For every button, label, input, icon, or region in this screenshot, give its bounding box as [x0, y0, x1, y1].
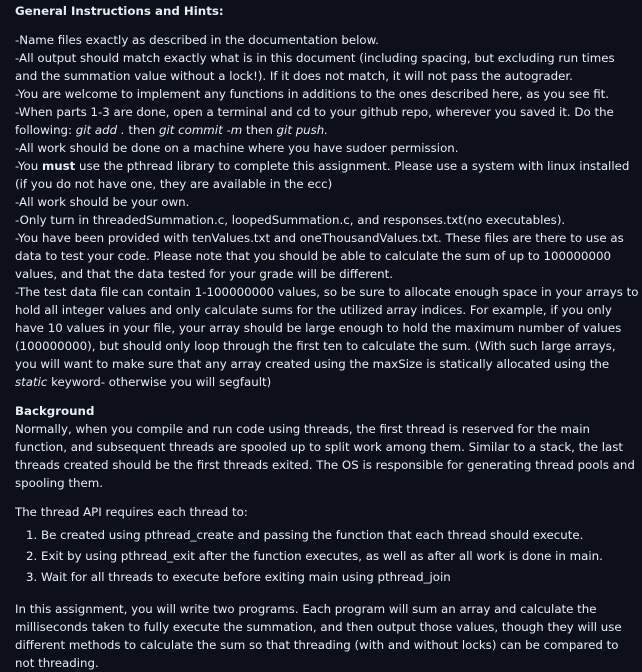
instruction-static-pre: -The test data file can contain 1-100000000 values, so be sure to allocate enough space in your arrays to hold all integer values and only calculate sums for the utilized array indices. For example, if you only have 10 values in your file, your array should be large enough to hold the maximum number of values (100000000), but should only loop through the first ten to calculate the sum. (With such large arrays, you will want to make sure that any array created using the maxSize is statically allocated using the — [15, 285, 639, 371]
instruction-pthread-pre: -You — [15, 159, 42, 173]
instruction-item-git — [15, 103, 639, 139]
background-heading: Background — [15, 404, 95, 418]
git-commit-command: git commit -m — [158, 123, 243, 137]
instruction-item: -You are welcome to implement any functions in additions to the ones described here, as you see fit. — [15, 87, 610, 101]
thread-api-step: 3. Wait for all threads to execute before exiting main using pthread_join — [41, 569, 639, 586]
instruction-git-pre: -When parts 1-3 are done, open a terminal and cd to your github repo, wherever you saved it. Do the following: — [15, 105, 614, 137]
git-push-command: git push. — [276, 123, 329, 137]
general-instructions-heading: General Instructions and Hints: — [15, 4, 224, 18]
thread-api-step: 1. Be created using pthread_create and passing the function that each thread should execute. — [41, 527, 639, 544]
instruction-item: -Name files exactly as described in the documentation below. — [15, 33, 379, 47]
assignment-paragraph: In this assignment, you will write two programs. Each program will sum an array and calculate the milliseconds taken to fully execute the summation, and then output those values, though they will use different methods to calculate the sum so that threading (with and without locks) can be compared to not threading. — [15, 602, 622, 670]
instructions-list — [15, 31, 639, 391]
instruction-item: -All work should be your own. — [15, 195, 190, 209]
instruction-item: -All output should match exactly what is in this document (including spacing, but excluding run times and the summation value without a lock!). If it does not match, it will not pass the autograder. — [15, 51, 615, 83]
background-paragraph: Normally, when you compile and run code using threads, the first thread is reserved for the main function, and subsequent threads are spooled up to split work among them. Similar to a stack, the last threads created should be the first threads exited. The OS is responsible for generating thread pools and spooling them. — [15, 422, 635, 490]
git-add-command: git add . — [75, 123, 125, 137]
instruction-item-pthread — [15, 157, 639, 193]
thread-api-steps — [15, 527, 639, 586]
instruction-pthread-post: use the pthread library to complete this assignment. Please use a system with linux installed (if you do not have one, they are available in the ecc) — [15, 159, 630, 191]
instruction-git-mid1: then — [124, 123, 159, 137]
instruction-static-post: keyword- otherwise you will segfault) — [47, 375, 272, 389]
must-emphasis: must — [41, 159, 76, 173]
static-keyword: static — [15, 375, 48, 389]
instruction-item-static — [15, 283, 639, 391]
thread-api-step: 2. Exit by using pthread_exit after the function executes, as well as after all work is done in main. — [41, 548, 639, 565]
instruction-git-mid2: then — [242, 123, 277, 137]
instruction-item: -All work should be done on a machine where you have sudoer permission. — [15, 141, 459, 155]
thread-api-intro: The thread API requires each thread to: — [15, 505, 248, 519]
instruction-item: -Only turn in threadedSummation.c, loopedSummation.c, and responses.txt(no executables). — [15, 213, 566, 227]
instruction-item: -You have been provided with tenValues.txt and oneThousandValues.txt. These files are there to use as data to test your code. Please note that you should be able to calculate the sum of up to 100000000 values, and that the data tested for your grade will be different. — [15, 231, 624, 281]
document-page — [15, 1, 639, 672]
